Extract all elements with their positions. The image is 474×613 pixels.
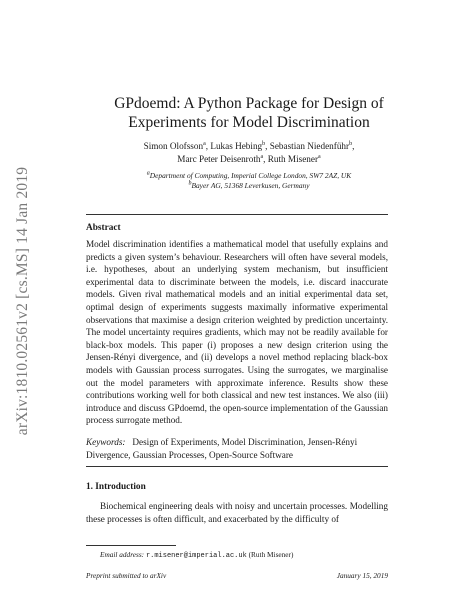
keywords-label: Keywords:	[86, 437, 126, 447]
footnote-rule	[86, 545, 176, 546]
affiliation-a: $^a$Department of Computing, Imperial College London, SW7 2AZ, UK	[146, 170, 352, 180]
author-list	[84, 140, 414, 166]
footnote-email: Email address: r.misener@imperial.ac.uk (Ruth Misener)	[100, 550, 294, 560]
abstract-heading: Abstract	[86, 223, 121, 233]
section-heading-introduction: 1. Introduction	[86, 482, 146, 492]
title-line-1: GPdoemd: A Python Package for Design of	[114, 95, 384, 112]
keywords-text: Design of Experiments, Model Discrimination, Jensen-Rényi Divergence, Gaussian Processes, Open-Source Software	[86, 437, 358, 460]
arxiv-identifier-stamp: arXiv:1810.02561v2 [cs.MS] 14 Jan 2019	[14, 166, 31, 436]
abstract-text: Model discrimination identifies a mathematical model that usefully explains and predicts a given system’s behaviour. Researchers will often have several models, i.e. hypotheses, about an underlying system mechanism, but insufficient experimental data to discriminate between the models, i.e. discard inaccurate models. Given rival mathematical models and an initial experimental data set, optimal design of experiments suggests maximally informative experimental observations that maximise a design criterion weighted by prediction uncertainty. The model uncertainty requires gradients, which may not be readily available for black-box models. This paper (i) proposes a new design criterion using the Jensen-Rényi divergence, and (ii) develops a novel method replacing black-box models with Gaussian process surrogates. Using the surrogates, we marginalise out the model parameters with approximate inference. Results show these contributions working well for both classical and new test instances. We also (iii) introduce and discuss GPdoemd, the open-source implementation of the Gaussian process surrogate method.	[86, 239, 388, 426]
keywords	[86, 436, 388, 461]
authors-line-2: Marc Peter Deisenroth$^a$, Ruth Misener$^a$	[177, 153, 321, 164]
authors-line-1: Simon Olofsson$^a$, Lukas Hebing$^b$, Sebastian Niedenführ$^b$,	[143, 140, 355, 151]
email-address[interactable]: r.misener@imperial.ac.uk	[145, 552, 247, 560]
abstract-bottom-rule	[86, 466, 388, 467]
abstract-top-rule	[86, 214, 388, 215]
paper-title	[84, 94, 414, 132]
footer-date: January 15, 2019	[336, 571, 388, 580]
footer-preprint-note: Preprint submitted to arXiv	[86, 571, 167, 580]
affiliation-b: $^b$Bayer AG, 51368 Leverkusen, Germany	[188, 180, 310, 190]
introduction-text: Biochemical engineering deals with noisy and uncertain processes. Modelling these processes is often difficult, and exacerbated by the difficulty of	[86, 501, 388, 524]
title-line-2: Experiments for Model Discrimination	[128, 114, 370, 131]
affiliations	[84, 171, 414, 191]
